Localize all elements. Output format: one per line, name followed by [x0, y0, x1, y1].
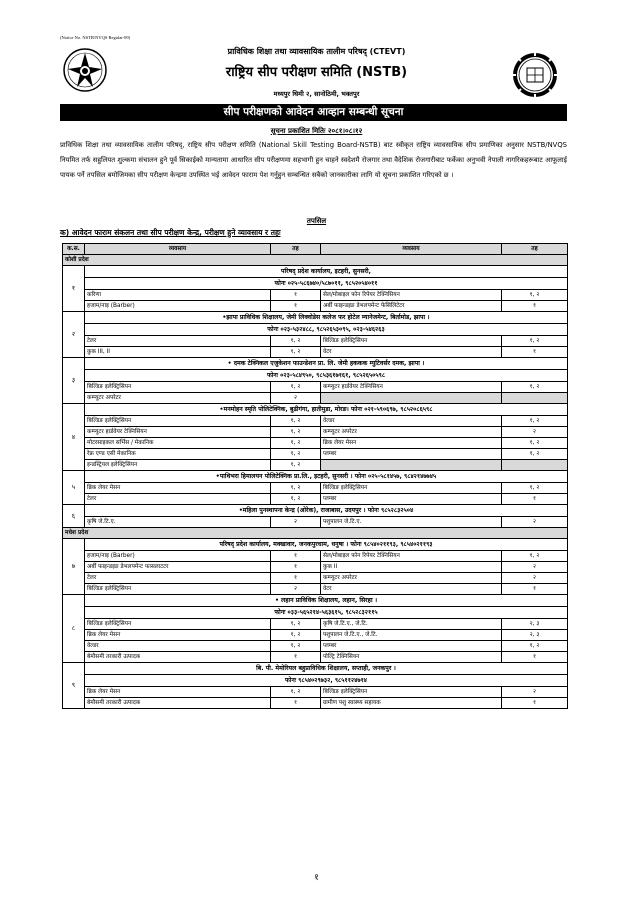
occupation-cell: टेलर — [85, 494, 271, 505]
occupation-cell: बिल्डिङ इलेक्ट्रिसियन — [321, 483, 502, 494]
center-serial: ४ — [63, 404, 85, 471]
occupation-cell: रेफ्र एण्ड एसी मेकानिक — [85, 449, 271, 460]
level-cell: १, २ — [271, 449, 321, 460]
level-cell: १ — [271, 301, 321, 312]
occupation-cell: वेल्डर — [321, 416, 502, 427]
header-level-1: तह — [271, 244, 321, 255]
published-date: सूचना प्रकाशित मितिः २०८१।०८।१२ — [270, 127, 363, 135]
center-title: फोनः ०२५-५८६७४०/५८७०११, ९८५२०५४०११ — [85, 278, 568, 290]
committee-name: राष्ट्रिय सीप परीक्षण समिति (NSTB) — [225, 65, 408, 80]
test-center-table — [62, 243, 568, 709]
occupation-cell: बेमौसमी तरकारी उत्पादक — [85, 698, 271, 709]
page-number: १ — [314, 873, 319, 883]
occupation-cell — [321, 460, 502, 471]
level-cell: १, २ — [271, 427, 321, 438]
center-title-row — [63, 324, 568, 336]
occupation-cell: बेमौसमी तरकारी उत्पादक — [85, 652, 271, 663]
occupation-cell: कृषि जे.टि.ए., जे.टि. — [321, 619, 502, 630]
occupation-cell: पोल्ट्रि टेक्निसियन — [321, 652, 502, 663]
level-cell: १ — [271, 562, 321, 573]
occupation-cell: कुक II — [321, 562, 502, 573]
level-cell: १ — [502, 494, 568, 505]
level-cell: २ — [271, 584, 321, 595]
table-row — [63, 336, 568, 347]
table-row — [63, 562, 568, 573]
center-title-row — [63, 505, 568, 517]
occupation-cell: प्लम्बर — [321, 449, 502, 460]
table-row — [63, 301, 568, 312]
occupation-cell: कम्प्युटर अपरेटर — [321, 427, 502, 438]
level-cell: २, ३ — [502, 630, 568, 641]
table-row — [63, 551, 568, 562]
table-row — [63, 427, 568, 438]
occupation-cell: वेटर — [321, 584, 502, 595]
occupation-cell: अर्बी फाइन्डइङ डेभलपमेन्ट फासलाटटर — [85, 562, 271, 573]
table-row — [63, 584, 568, 595]
occupation-cell: प्लम्बर — [321, 494, 502, 505]
occupation-cell: कृषि जे.टि.ए. — [85, 517, 271, 528]
occupation-cell: बिल्डिङ इलेक्ट्रिसियन — [321, 336, 502, 347]
level-cell: १ — [502, 301, 568, 312]
level-cell: २ — [502, 687, 568, 698]
org-address: मध्यपुर थिमी २, सानोठिमी, भक्तपुर — [273, 90, 360, 98]
table-row — [63, 652, 568, 663]
center-title-row — [63, 595, 568, 607]
level-cell: १, २ — [502, 416, 568, 427]
table-row — [63, 347, 568, 358]
occupation-cell: बिल्डिङ इलेक्ट्रिसियन — [85, 619, 271, 630]
level-cell: १, २ — [271, 630, 321, 641]
center-title: फोनः ९८५४०२९७३२, ९८५११२४७१४ — [85, 675, 568, 687]
level-cell: २ — [271, 517, 321, 528]
level-cell: २ — [271, 393, 321, 404]
center-title: फोनः ०२३-५८४९५०, ९८५३६१७१६१, ९८५२६५०५९८ — [85, 370, 568, 382]
table-row — [63, 619, 568, 630]
level-cell — [502, 393, 568, 404]
center-title: •महिला पुनस्थापना केन्द्र (ओरेक), राजाबास, उदयपुर । फोनः ९८५२८३२५०४ — [85, 505, 568, 517]
table-row — [63, 630, 568, 641]
center-title-row — [63, 278, 568, 290]
occupation-cell: इन्डस्ट्रियल इलेक्ट्रिसियन — [85, 460, 271, 471]
occupation-cell: मोटरसाइकल सर्भिस / मेकानिक — [85, 438, 271, 449]
center-title-row — [63, 404, 568, 416]
level-cell: २, ३ — [502, 619, 568, 630]
center-title-row — [63, 370, 568, 382]
level-cell: १ — [502, 584, 568, 595]
level-cell: १, २ — [271, 460, 321, 471]
level-cell: १, २ — [502, 449, 568, 460]
center-title-row — [63, 663, 568, 675]
level-cell: १, २ — [271, 382, 321, 393]
center-title: •झापा प्राविधिक शिक्षालय, जेमी लिक्वोडेस कलेज फर होटेल म्यानेजमेन्ट, बिर्तामोड, झापा । — [85, 312, 568, 324]
occupation-cell: वेटर — [321, 347, 502, 358]
level-cell: १, २ — [502, 382, 568, 393]
org-name: प्राविधिक शिक्षा तथा व्यावसायिक तालीम परिषद् (CTEVT) — [227, 47, 406, 56]
level-cell: २ — [502, 427, 568, 438]
occupation-cell: हजाम/नाइ (Barber) — [85, 301, 271, 312]
level-cell: १, २ — [271, 347, 321, 358]
center-serial: ८ — [63, 595, 85, 663]
table-row — [63, 393, 568, 404]
table-row — [63, 382, 568, 393]
table-row — [63, 641, 568, 652]
center-title: फोनः ०३३-५६५२१४-५६३६१५, ९८५२८३२११५ — [85, 607, 568, 619]
occupation-cell: पशुपालन जे.टि.ए. — [321, 517, 502, 528]
center-title-row — [63, 266, 568, 278]
occupation-cell: ब्रिक लेयर मेसन — [321, 438, 502, 449]
occupation-cell: अर्बी फाइन्डइङ डेभलपमेन्ट फेसिलिटेटर — [321, 301, 502, 312]
level-cell: १, २ — [502, 290, 568, 301]
level-cell: १ — [271, 551, 321, 562]
occupation-cell: ब्रिक लेयर मेसन — [85, 687, 271, 698]
occupation-cell: ब्रिक लेयर मेसन — [85, 483, 271, 494]
center-serial: २ — [63, 312, 85, 358]
occupation-cell: सेल/मोबाइल फोन रिपेयर टेक्निसियन — [321, 551, 502, 562]
intro-paragraph: प्राविधिक शिक्षा तथा व्यावसायिक तालीम परिषद्, राष्ट्रिय सीप परीक्षण समिति (National Skill Testing Board-NSTB) बाट स्वीकृत राष्ट्रिय व्यावसायिक सीप प्रमाणिका अनुसार NSTB/NVQS नियमित तर्फ सहुलियत शुल्कमा संचालन हुने पूर्व सिकाईको मान्यतामा आधारित सीप परीक्षणमा सहभागी हुन चाहने स्वदेशमै रोजगार तथा वैदेशिक रोजगारीबाट फर्केका अनुभवी नेपाली नागरिकहरूबाट आफूलाई पायक पर्ने तपसिल बमोजिमका सीप परीक्षण केन्द्रमा उपस्थित भई आवेदन फाराम पेश गर्नुहुन सम्बन्धित सबैको जानकारीका लागि यो सूचना प्रकाशित गरिएको छ । — [60, 141, 567, 179]
level-cell: २ — [502, 573, 568, 584]
level-cell: १, २ — [271, 641, 321, 652]
occupation-cell: ग्रामीण पशु स्वास्थ्य सहायक — [321, 698, 502, 709]
occupation-cell: टेलर — [85, 336, 271, 347]
occupation-cell: करिणा — [85, 290, 271, 301]
province-name: कोशी प्रदेश — [63, 255, 568, 266]
center-title: • लहान प्राविधिक शिक्षालय, लहान, सिरहा । — [85, 595, 568, 607]
table-row — [63, 438, 568, 449]
level-cell: १, २ — [502, 483, 568, 494]
table-row — [63, 698, 568, 709]
level-cell: २ — [502, 562, 568, 573]
header-occupation-2: व्यवसाय — [321, 244, 502, 255]
level-cell: १ — [271, 652, 321, 663]
province-row — [63, 528, 568, 539]
center-serial: ५ — [63, 471, 85, 505]
center-title-row — [63, 675, 568, 687]
table-row — [63, 517, 568, 528]
center-title: परिषद् प्रदेश कार्यालय, मक्खावार, जनकपुरधाम, धनुषा । फोनः ९८५४०२११९३, ९८५४०२११९३ — [85, 539, 568, 551]
level-cell — [502, 460, 568, 471]
table-row — [63, 416, 568, 427]
center-title-row — [63, 312, 568, 324]
province-row — [63, 255, 568, 266]
table-row — [63, 449, 568, 460]
level-cell: १ — [271, 290, 321, 301]
occupation-cell: बिल्डिङ इलेक्ट्रिसियन — [321, 687, 502, 698]
section-heading: क) आवेदन फाराम संकलन तथा सीप परीक्षण केन्द्र, परीक्षण हुने व्यावसाय र तहः — [60, 228, 281, 237]
table-header-row — [63, 244, 568, 255]
notice-number: (Notice No. NSTB/NVQS Regular-09) — [60, 35, 131, 40]
level-cell: १, २ — [271, 438, 321, 449]
table-row — [63, 494, 568, 505]
center-title-row — [63, 607, 568, 619]
occupation-cell: प्लम्बर — [321, 641, 502, 652]
occupation-cell: कम्प्युटर अपरेटर — [321, 573, 502, 584]
occupation-cell: कम्प्युटर अपरेटर — [85, 393, 271, 404]
level-cell: १ — [502, 347, 568, 358]
center-serial: ६ — [63, 505, 85, 528]
table-row — [63, 687, 568, 698]
province-name: मधेश प्रदेश — [63, 528, 568, 539]
level-cell: १, २ — [502, 641, 568, 652]
level-cell: १, २ — [502, 551, 568, 562]
level-cell: १, २ — [271, 619, 321, 630]
occupation-cell: कम्प्युटर हार्डवेयर टेक्निसियन — [85, 427, 271, 438]
header-level-2: तह — [502, 244, 568, 255]
occupation-cell: बिल्डिङ इलेक्ट्रिसियन — [85, 584, 271, 595]
center-title: बि. पी. मेमोरियल बहुप्राविधिक शिक्षालय, सप्ताही, जनकपुर । — [85, 663, 568, 675]
occupation-cell: बिल्डिङ इलेक्ट्रिसियन — [85, 382, 271, 393]
center-title: •पाथिभरा हिमालयन पोलिटेक्निक प्रा.लि., इटहरी, सुनसरी । फोनः ०२५-५८१४५७, ९८४२१४७७४५ — [85, 471, 568, 483]
occupation-cell — [321, 393, 502, 404]
notice-title-banner: सीप परीक्षणको आवेदन आव्हान सम्बन्धी सूचना — [60, 104, 567, 121]
level-cell: २ — [502, 517, 568, 528]
schedule-heading: तपसिल — [306, 217, 327, 225]
occupation-cell: वेल्डर — [85, 641, 271, 652]
level-cell: १, २ — [271, 416, 321, 427]
level-cell: १, २ — [502, 336, 568, 347]
table-row — [63, 483, 568, 494]
header-sn: क.स. — [63, 244, 85, 255]
level-cell: १, २ — [502, 438, 568, 449]
occupation-cell: हजाम/नाइ (Barber) — [85, 551, 271, 562]
table-row — [63, 290, 568, 301]
center-title: • दमक टेक्निकल एजुकेशन फाउन्डेशन प्रा. लि. जेमी हककक म्युटिवर्सर दमक, झापा । — [85, 358, 568, 370]
occupation-cell: कुक III, II — [85, 347, 271, 358]
center-serial: ७ — [63, 539, 85, 595]
occupation-cell: पशुपालन जे.टि.ए., जे.टि. — [321, 630, 502, 641]
occupation-cell: कम्प्युटर हार्डवेयर टेक्निसियन — [321, 382, 502, 393]
level-cell: १, २ — [271, 483, 321, 494]
level-cell: १, २ — [271, 687, 321, 698]
center-serial: ९ — [63, 663, 85, 709]
center-title-row — [63, 471, 568, 483]
center-title: •मनमोहन स्मृति पोलिटेक्निक, बुढीगंगा, हातीमुडा, मोरङ। फोनः ०२१-५९०६९७, ९८५२०८६५९८ — [85, 404, 568, 416]
occupation-cell: टेलर — [85, 573, 271, 584]
level-cell: १ — [271, 698, 321, 709]
level-cell: १ — [271, 573, 321, 584]
header-occupation-1: व्यवसाय — [85, 244, 271, 255]
level-cell: १, २ — [271, 494, 321, 505]
center-serial: ३ — [63, 358, 85, 404]
level-cell: १ — [502, 652, 568, 663]
occupation-cell: सेल/मोबाइल फोन रिपेयर टेक्निसियन — [321, 290, 502, 301]
center-title-row — [63, 358, 568, 370]
center-title: फोनः ०२३-५३२४८८, ९८५२६५३०९५, ०२३-५४६२६३ — [85, 324, 568, 336]
level-cell: १ — [502, 698, 568, 709]
table-row — [63, 460, 568, 471]
table-row — [63, 573, 568, 584]
occupation-cell: ब्रिक लेयर मेसन — [85, 630, 271, 641]
center-title-row — [63, 539, 568, 551]
center-serial: १ — [63, 266, 85, 312]
occupation-cell: बिल्डिङ इलेक्ट्रिसियन — [85, 416, 271, 427]
center-title: परिषद् प्रदेश कार्यालय, इटहरी, सुनसरी, — [85, 266, 568, 278]
level-cell: १, २ — [271, 336, 321, 347]
